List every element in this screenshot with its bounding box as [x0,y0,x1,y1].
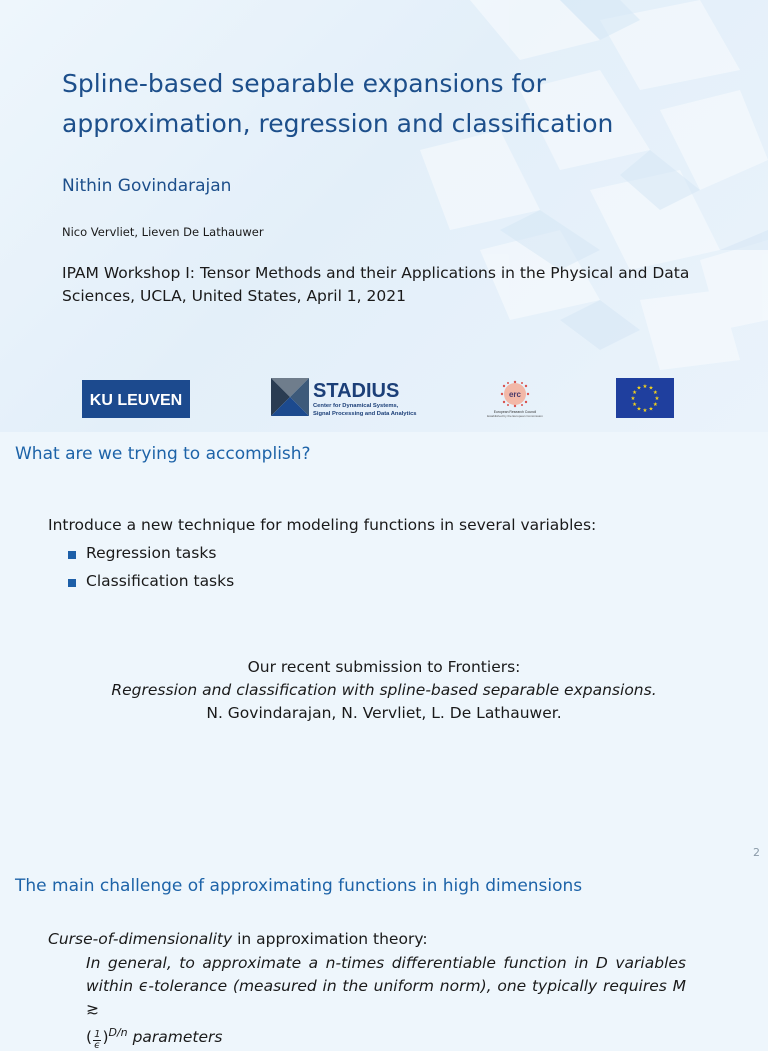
curse-line-rest: in approximation theory: [232,930,428,948]
bullet-text: Classification tasks [86,572,235,590]
erc-logo-text: erc [508,390,522,399]
eu-star-icon: ★ [636,406,642,413]
erc-logo [487,376,543,420]
eu-flag-logo [616,378,674,418]
frame-title: The main challenge of approximating functions in high dimensions [15,876,583,896]
quote-end: parameters [127,1028,223,1047]
erc-caption-2: Established by the European Commission [487,414,543,418]
approximation-quote: In general, to approximate a n-times differentiable function in D variables within ϵ-tolerance (measured in the uniform norm), one typically requires M ≳ ( $\frac{1}{\epsilon}$ )$^{D/n}$ parameters [86,954,686,1051]
list-item [68,540,234,568]
eu-star-icon: ★ [636,385,642,392]
stadius-tagline-1: Center for Dynamical Systems, [313,403,399,409]
stadius-tagline-2: Signal Processing and Data Analytics [313,411,417,417]
eu-star-icon: ★ [642,384,648,390]
coauthors: Nico Vervliet, Lieven De Lathauwer [62,225,264,239]
exponent: D/n [108,1026,128,1039]
stadius-logo [271,378,421,420]
page-number: 2 [753,846,760,859]
eu-star-icon: ★ [632,402,638,408]
bullet-square-icon [68,551,76,559]
stadius-logo-text: STADIUS [313,380,400,402]
epsilon-symbol: ϵ [138,977,149,995]
intro-text: Introduce a new technique for modeling functions in several variables: [48,516,597,534]
reference-title: Regression and classification with spline-based separable expansions. [111,681,657,699]
ku-leuven-logo [82,380,190,418]
quote-part-1: In general, to approximate a n-times differentiable function in D variables within [86,954,686,995]
reference-intro: Our recent submission to Frontiers: [247,658,521,676]
presentation-title: Spline-based separable expansions for approximation, regression and classification [62,69,614,138]
ku-leuven-logo-text: KU LEUVEN [89,392,183,409]
quote-part-2: -tolerance (measured in the uniform norm), one typically requires M [148,977,686,995]
curse-term: Curse-of-dimensionality [48,930,233,948]
eu-star-icon: ★ [652,402,658,408]
erc-caption-1: European Research Council [493,410,537,414]
eu-star-icon: ★ [648,385,654,392]
fraction-numerator: 1 [94,1029,101,1041]
relation-symbol: ≳ [86,1000,99,1018]
title-slide [0,0,768,432]
eu-star-icon: ★ [642,408,648,414]
frame-title: What are we trying to accomplish? [15,444,311,464]
reference-authors: N. Govindarajan, N. Vervliet, L. De Lathauwer. [206,704,562,722]
eu-star-icon: ★ [654,396,660,402]
reference-block [0,656,768,725]
slide-main-challenge [0,864,768,1051]
bullet-square-icon [68,579,76,587]
bullet-text: Regression tasks [86,544,217,562]
event-info: IPAM Workshop I: Tensor Methods and their Applications in the Physical and Data Sciences, UCLA, United States, April 1, 2021 [62,264,690,305]
fraction-denominator: ϵ [94,1040,101,1051]
eu-star-icon: ★ [632,390,638,396]
list-item [68,568,234,596]
fraction [93,1030,101,1051]
eu-star-icon: ★ [630,396,636,402]
slide-what-accomplish [0,432,768,864]
author-name: Nithin Govindarajan [62,176,232,196]
eu-star-icon: ★ [648,406,654,413]
bullet-list [68,540,234,596]
curse-line [48,930,428,948]
eu-star-icon: ★ [652,390,658,396]
